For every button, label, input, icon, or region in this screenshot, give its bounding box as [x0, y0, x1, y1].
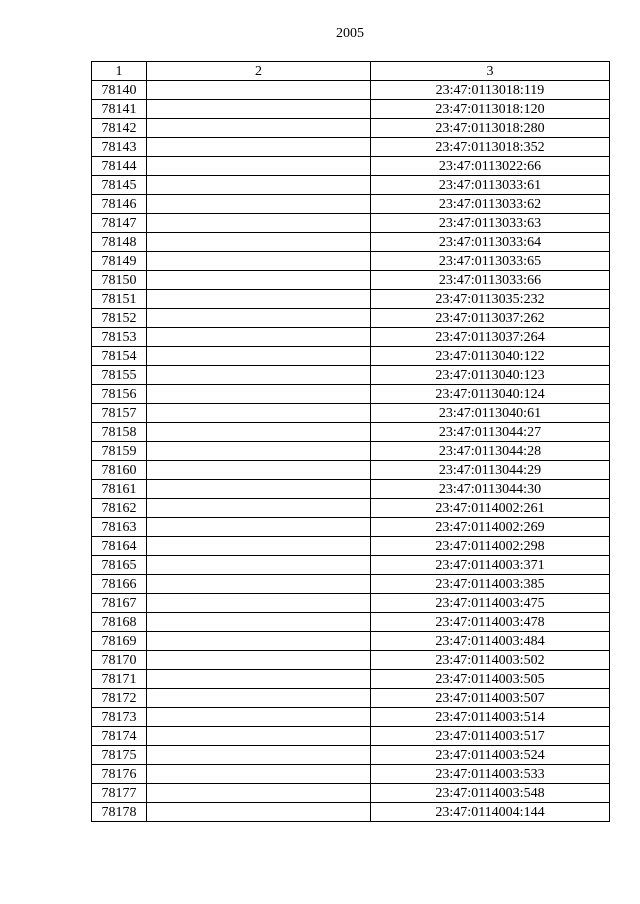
cadastral-number-cell: 23:47:0113033:66 [371, 271, 610, 290]
cadastral-number-cell: 23:47:0113022:66 [371, 157, 610, 176]
row-number-cell: 78168 [92, 613, 147, 632]
row-number-cell: 78153 [92, 328, 147, 347]
row-number-cell: 78146 [92, 195, 147, 214]
row-number-cell: 78155 [92, 366, 147, 385]
description-cell [147, 499, 371, 518]
description-cell [147, 100, 371, 119]
row-number-cell: 78166 [92, 575, 147, 594]
description-cell [147, 309, 371, 328]
table-row [92, 252, 610, 271]
description-cell [147, 746, 371, 765]
row-number-cell: 78160 [92, 461, 147, 480]
cadastral-number-cell: 23:47:0113040:61 [371, 404, 610, 423]
description-cell [147, 480, 371, 499]
row-number-cell: 78140 [92, 81, 147, 100]
row-number-cell: 78147 [92, 214, 147, 233]
table-row [92, 290, 610, 309]
table-row [92, 499, 610, 518]
cadastral-number-cell: 23:47:0113037:264 [371, 328, 610, 347]
description-cell [147, 119, 371, 138]
row-number-cell: 78152 [92, 309, 147, 328]
description-cell [147, 81, 371, 100]
description-cell [147, 651, 371, 670]
table-row [92, 176, 610, 195]
row-number-cell: 78143 [92, 138, 147, 157]
description-cell [147, 575, 371, 594]
description-cell [147, 537, 371, 556]
cadastral-number-cell: 23:47:0113044:27 [371, 423, 610, 442]
table-row [92, 765, 610, 784]
table-row [92, 651, 610, 670]
table-row [92, 366, 610, 385]
description-cell [147, 252, 371, 271]
cadastral-number-cell: 23:47:0114003:507 [371, 689, 610, 708]
cadastral-number-cell: 23:47:0113044:29 [371, 461, 610, 480]
description-cell [147, 518, 371, 537]
cadastral-number-cell: 23:47:0113033:64 [371, 233, 610, 252]
table-row [92, 746, 610, 765]
cadastral-number-cell: 23:47:0113018:120 [371, 100, 610, 119]
table-row [92, 727, 610, 746]
row-number-cell: 78144 [92, 157, 147, 176]
cadastral-number-cell: 23:47:0114003:484 [371, 632, 610, 651]
description-cell [147, 233, 371, 252]
cadastral-number-cell: 23:47:0114003:502 [371, 651, 610, 670]
table-row [92, 404, 610, 423]
table-row [92, 575, 610, 594]
cadastral-number-cell: 23:47:0113033:61 [371, 176, 610, 195]
table-row [92, 461, 610, 480]
row-number-cell: 78163 [92, 518, 147, 537]
registry-table [91, 61, 610, 822]
cadastral-number-cell: 23:47:0114003:478 [371, 613, 610, 632]
row-number-cell: 78170 [92, 651, 147, 670]
table-row [92, 138, 610, 157]
table-row [92, 670, 610, 689]
row-number-cell: 78165 [92, 556, 147, 575]
cadastral-number-cell: 23:47:0113018:280 [371, 119, 610, 138]
row-number-cell: 78150 [92, 271, 147, 290]
row-number-cell: 78173 [92, 708, 147, 727]
row-number-cell: 78148 [92, 233, 147, 252]
description-cell [147, 708, 371, 727]
description-cell [147, 803, 371, 822]
row-number-cell: 78149 [92, 252, 147, 271]
column-header-3: 3 [371, 62, 610, 81]
description-cell [147, 138, 371, 157]
cadastral-number-cell: 23:47:0113040:122 [371, 347, 610, 366]
row-number-cell: 78164 [92, 537, 147, 556]
row-number-cell: 78167 [92, 594, 147, 613]
row-number-cell: 78156 [92, 385, 147, 404]
row-number-cell: 78157 [92, 404, 147, 423]
description-cell [147, 214, 371, 233]
table-row [92, 347, 610, 366]
table-row [92, 328, 610, 347]
table-row [92, 309, 610, 328]
table-row [92, 81, 610, 100]
cadastral-number-cell: 23:47:0113040:123 [371, 366, 610, 385]
description-cell [147, 176, 371, 195]
cadastral-number-cell: 23:47:0114003:514 [371, 708, 610, 727]
row-number-cell: 78178 [92, 803, 147, 822]
description-cell [147, 594, 371, 613]
cadastral-number-cell: 23:47:0114003:524 [371, 746, 610, 765]
description-cell [147, 442, 371, 461]
cadastral-number-cell: 23:47:0114003:548 [371, 784, 610, 803]
description-cell [147, 784, 371, 803]
row-number-cell: 78171 [92, 670, 147, 689]
table-header [92, 62, 610, 81]
row-number-cell: 78161 [92, 480, 147, 499]
table-row [92, 594, 610, 613]
row-number-cell: 78176 [92, 765, 147, 784]
table-row [92, 708, 610, 727]
row-number-cell: 78174 [92, 727, 147, 746]
cadastral-number-cell: 23:47:0113018:119 [371, 81, 610, 100]
table-row [92, 632, 610, 651]
description-cell [147, 727, 371, 746]
cadastral-number-cell: 23:47:0114004:144 [371, 803, 610, 822]
row-number-cell: 78142 [92, 119, 147, 138]
row-number-cell: 78162 [92, 499, 147, 518]
column-header-2: 2 [147, 62, 371, 81]
description-cell [147, 347, 371, 366]
row-number-cell: 78177 [92, 784, 147, 803]
row-number-cell: 78172 [92, 689, 147, 708]
cadastral-number-cell: 23:47:0113044:30 [371, 480, 610, 499]
cadastral-number-cell: 23:47:0114002:298 [371, 537, 610, 556]
table-row [92, 803, 610, 822]
row-number-cell: 78159 [92, 442, 147, 461]
table-row [92, 271, 610, 290]
row-number-cell: 78175 [92, 746, 147, 765]
description-cell [147, 385, 371, 404]
description-cell [147, 556, 371, 575]
table-row [92, 518, 610, 537]
cadastral-number-cell: 23:47:0114003:505 [371, 670, 610, 689]
description-cell [147, 632, 371, 651]
description-cell [147, 328, 371, 347]
table-row [92, 480, 610, 499]
description-cell [147, 290, 371, 309]
cadastral-number-cell: 23:47:0113033:62 [371, 195, 610, 214]
table-row [92, 537, 610, 556]
description-cell [147, 271, 371, 290]
cadastral-number-cell: 23:47:0113018:352 [371, 138, 610, 157]
table-row [92, 100, 610, 119]
table-body [92, 81, 610, 822]
description-cell [147, 404, 371, 423]
header-row [92, 62, 610, 81]
description-cell [147, 670, 371, 689]
description-cell [147, 423, 371, 442]
table-row [92, 689, 610, 708]
table-row [92, 556, 610, 575]
description-cell [147, 366, 371, 385]
cadastral-number-cell: 23:47:0114003:371 [371, 556, 610, 575]
description-cell [147, 195, 371, 214]
cadastral-number-cell: 23:47:0114002:261 [371, 499, 610, 518]
row-number-cell: 78169 [92, 632, 147, 651]
description-cell [147, 157, 371, 176]
row-number-cell: 78151 [92, 290, 147, 309]
row-number-cell: 78154 [92, 347, 147, 366]
description-cell [147, 613, 371, 632]
cadastral-number-cell: 23:47:0113044:28 [371, 442, 610, 461]
cadastral-number-cell: 23:47:0114003:517 [371, 727, 610, 746]
cadastral-number-cell: 23:47:0114003:475 [371, 594, 610, 613]
table-row [92, 385, 610, 404]
table-row [92, 233, 610, 252]
cadastral-number-cell: 23:47:0113037:262 [371, 309, 610, 328]
page-number: 2005 [336, 26, 364, 41]
row-number-cell: 78158 [92, 423, 147, 442]
cadastral-number-cell: 23:47:0113033:63 [371, 214, 610, 233]
cadastral-number-cell: 23:47:0113040:124 [371, 385, 610, 404]
table-row [92, 195, 610, 214]
table-row [92, 119, 610, 138]
description-cell [147, 689, 371, 708]
description-cell [147, 765, 371, 784]
cadastral-number-cell: 23:47:0114003:533 [371, 765, 610, 784]
table-row [92, 613, 610, 632]
table-row [92, 784, 610, 803]
column-header-1: 1 [92, 62, 147, 81]
cadastral-number-cell: 23:47:0113035:232 [371, 290, 610, 309]
table-row [92, 157, 610, 176]
row-number-cell: 78145 [92, 176, 147, 195]
table-row [92, 214, 610, 233]
cadastral-number-cell: 23:47:0114003:385 [371, 575, 610, 594]
description-cell [147, 461, 371, 480]
table-row [92, 423, 610, 442]
cadastral-number-cell: 23:47:0114002:269 [371, 518, 610, 537]
cadastral-number-cell: 23:47:0113033:65 [371, 252, 610, 271]
row-number-cell: 78141 [92, 100, 147, 119]
table-row [92, 442, 610, 461]
